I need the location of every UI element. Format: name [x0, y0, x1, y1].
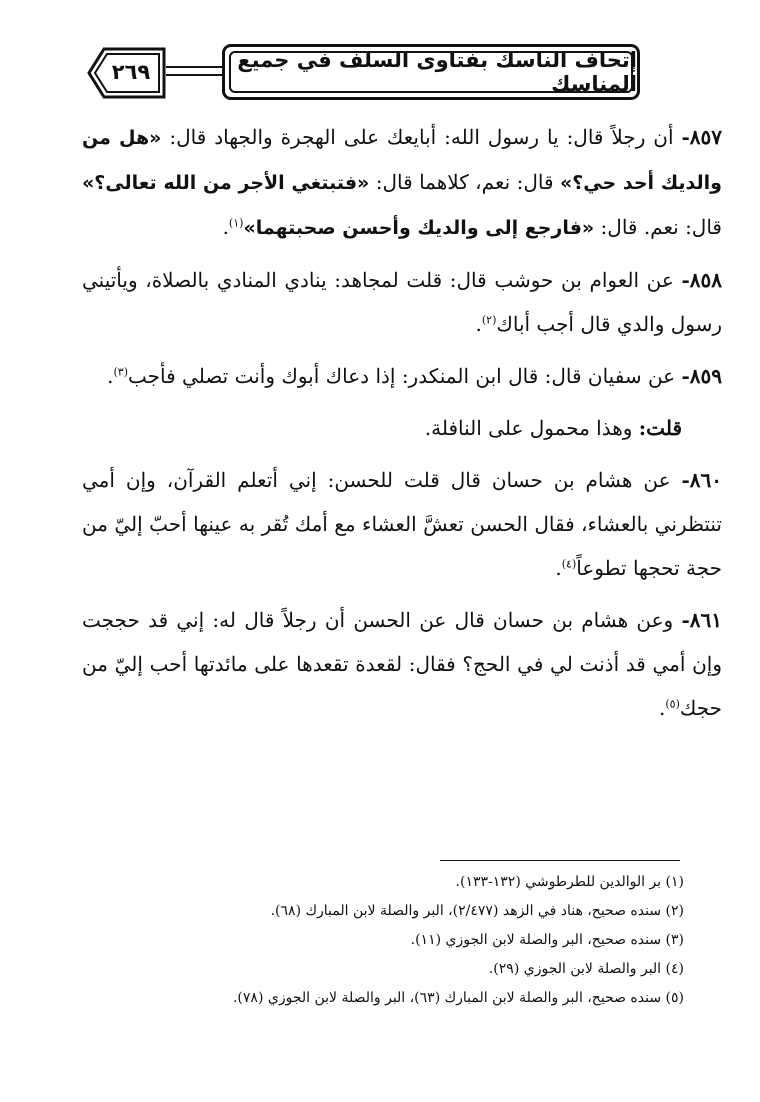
hadith-quote: «هل من والديك أحد حي؟»	[82, 127, 722, 194]
footnote-ref: (٣)	[113, 365, 129, 379]
entry-text: عن العوام بن حوشب قال: قلت لمجاهد: ينادي المنادي بالصلاة، ويأتيني رسول والدي قال أجب أباك	[82, 268, 722, 336]
entry-text: قال: نعم. قال:	[594, 215, 722, 239]
entry-860	[82, 458, 722, 590]
entry-text: عن هشام بن حسان قال قلت للحسن: إني أتعلم القرآن، وإن أمي تنتظرني بالعشاء، فقال الحسن تعشَّ العشاء مع أمك تُقر به عينها أحبّ إليّ من حجة تحجها تطوعاً	[82, 468, 722, 580]
footnote-divider	[440, 860, 680, 861]
book-title: إتحاف الناسك بفتاوى السلف في جميع المناسك	[237, 48, 637, 96]
entry-number: ٨٦١-	[681, 608, 723, 632]
entry-text: عن سفيان قال: قال ابن المنكدر: إذا دعاك أبوك وأنت تصلي فأجب	[128, 364, 682, 388]
footnote-3: (٣) سنده صحيح، البر والصلة لابن الجوزي (١١).	[410, 932, 684, 948]
footnote-1: (١) بر الوالدين للطرطوشي (١٣٢-١٣٣).	[455, 874, 684, 890]
page-number: ٢٦٩	[111, 60, 151, 84]
entry-number: ٨٥٨-	[681, 268, 722, 292]
entry-number: ٨٦٠-	[681, 468, 722, 492]
entry-end: .	[475, 312, 482, 336]
entry-end: .	[555, 556, 562, 580]
entry-859	[82, 354, 722, 398]
footnote-ref: (٤)	[561, 557, 577, 571]
footnote-5: (٥) سنده صحيح، البر والصلة لابن المبارك (٦٣)، البر والصلة لابن الجوزي (٧٨).	[232, 990, 684, 1006]
entry-text: قال: نعم، كلاهما قال:	[369, 170, 560, 194]
footnotes	[60, 868, 684, 1013]
entry-text: أن رجلاً قال: يا رسول الله: أبايعك على الهجرة والجهاد قال:	[161, 125, 682, 149]
entry-end: .	[222, 215, 229, 239]
page-header	[86, 44, 642, 102]
footnote-ref: (٢)	[481, 313, 497, 327]
entry-857	[82, 115, 722, 250]
footnote-ref: (١)	[228, 216, 244, 230]
header-connector-line	[166, 66, 224, 68]
entry-end: .	[107, 364, 114, 388]
author-comment	[82, 406, 722, 450]
comment-label: قلت:	[638, 416, 682, 440]
footnote-2: (٢) سنده صحيح، هناد في الزهد (٢/٤٧٧)، البر والصلة لابن المبارك (٦٨).	[270, 903, 684, 919]
footnote-ref: (٥)	[665, 697, 680, 711]
hadith-quote: «فارجع إلى والديك وأحسن صحبتهما»	[243, 217, 595, 239]
entry-number: ٨٥٧-	[681, 125, 722, 149]
main-text	[82, 115, 722, 738]
hadith-quote: «فتبتغي الأجر من الله تعالى؟»	[82, 172, 370, 194]
entry-861	[82, 598, 722, 730]
entry-number: ٨٥٩-	[681, 364, 722, 388]
book-title-frame	[222, 44, 640, 100]
footnote-4: (٤) البر والصلة لابن الجوزي (٢٩).	[488, 961, 684, 977]
header-connector-line	[166, 74, 224, 76]
comment-text: وهذا محمول على النافلة.	[424, 416, 639, 440]
entry-end: .	[658, 696, 666, 720]
entry-text: وعن هشام بن حسان قال عن الحسن أن رجلاً قال له: إني قد حججت وإن أمي قد أذنت لي في الحج؟ فقال: لقعدة تقعدها على مائدتها أحب إليّ من حجك	[82, 608, 722, 720]
entry-858	[82, 258, 722, 346]
